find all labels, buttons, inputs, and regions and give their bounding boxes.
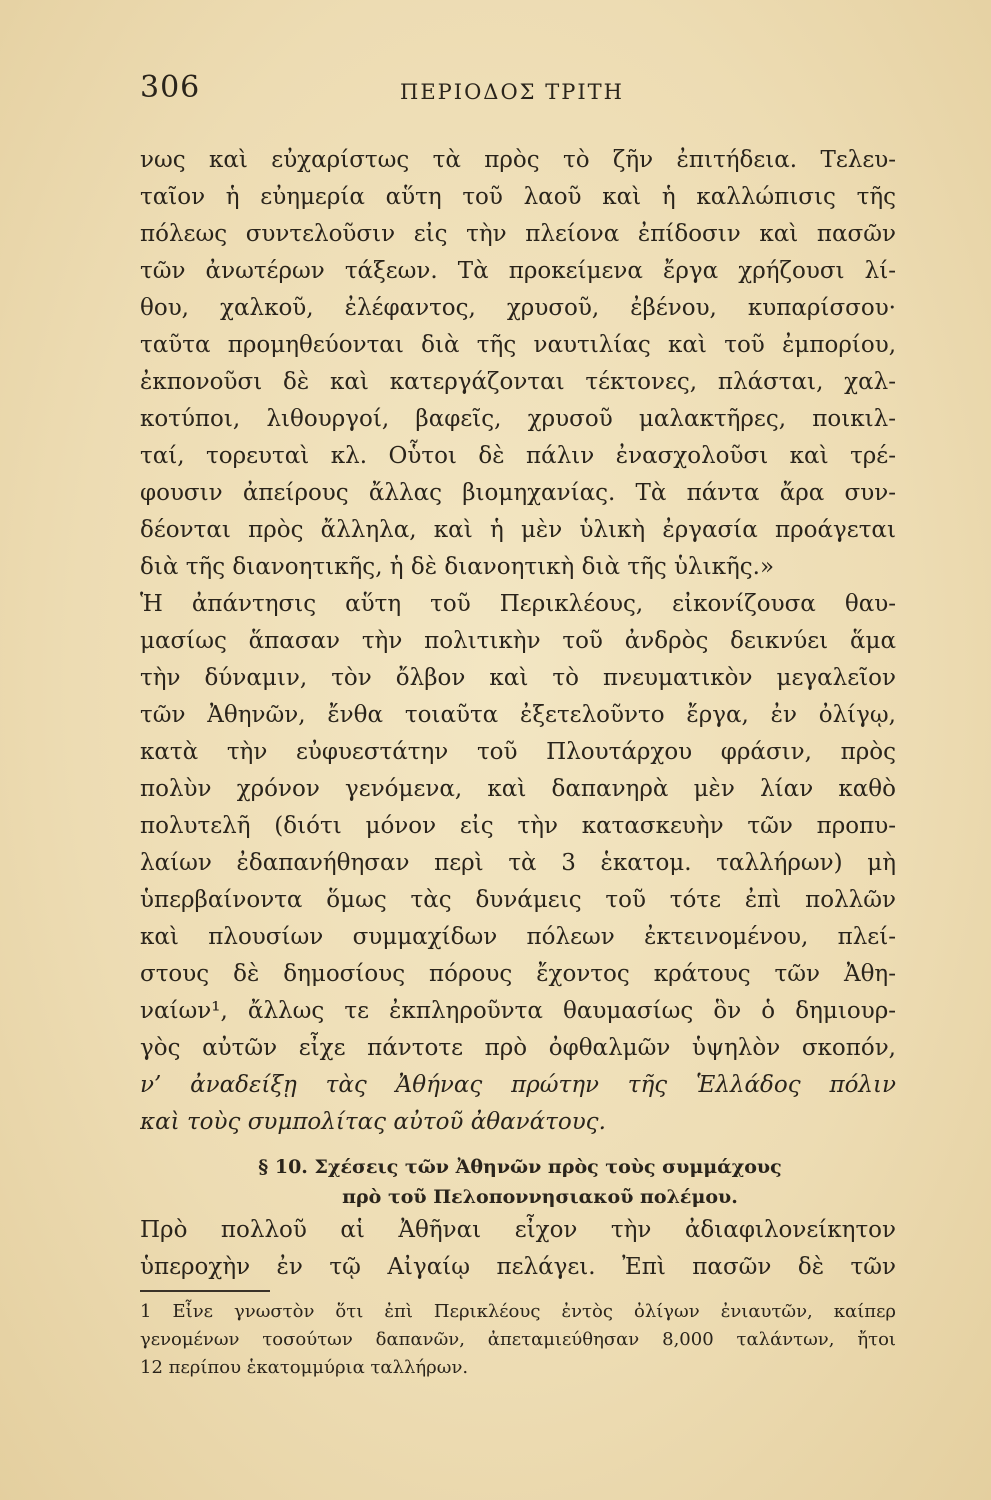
text-line: νως καὶ εὐχαρίστως τὰ πρὸς τὸ ζῆν ἐπιτήδεια. Τελευ- [140,147,896,173]
text-line: ὑπεροχὴν ἐν τῷ Αἰγαίῳ πελάγει. Ἐπὶ πασῶν δὲ τῶν [140,1254,896,1280]
section-heading-line: πρὸ τοῦ Πελοποννησιακοῦ πολέμου. [342,1186,738,1208]
text-line: φουσιν ἀπείρους ἄλλας βιομηχανίας. Τὰ πάντα ἄρα συν- [140,480,896,506]
text-line: ταῦτα προμηθεύονται διὰ τῆς ναυτιλίας καὶ τοῦ ἐμπορίου, [140,332,896,358]
text-line: διὰ τῆς διανοητικῆς, ἡ δὲ διανοητικὴ διὰ τῆς ὑλικῆς.» [140,554,775,580]
text-line: γὸς αὐτῶν εἶχε πάντοτε πρὸ ὀφθαλμῶν ὑψηλὸν σκοπόν, [140,1035,896,1061]
section-heading-line: § 10. Σχέσεις τῶν Ἀθηνῶν πρὸς τοὺς συμμάχους [258,1156,782,1178]
text-line: ὑπερβαίνοντα ὅμως τὰς δυνάμεις τοῦ τότε ἐπὶ πολλῶν [140,887,896,913]
text-line: κοτύποι, λιθουργοί, βαφεῖς, χρυσοῦ μαλακτῆρες, ποικιλ- [140,406,896,432]
text-line: πολυτελῆ (διότι μόνον εἰς τὴν κατασκευὴν τῶν προπυ- [140,813,896,839]
text-line: ἐκπονοῦσι δὲ καὶ κατεργάζονται τέκτονες, πλάσται, χαλ- [140,369,896,395]
text-line: μασίως ἅπασαν τὴν πολιτικὴν τοῦ ἀνδρὸς δεικνύει ἅμα [140,628,896,654]
text-line: ταί, τορευταὶ κλ. Οὗτοι δὲ πάλιν ἐνασχολοῦσι καὶ τρέ- [140,443,896,469]
text-line: ναίων¹, ἄλλως τε ἐκπληροῦντα θαυμασίως ὃν ὁ δημιουρ- [140,998,896,1024]
text-line: Πρὸ πολλοῦ αἱ Ἀθῆναι εἶχον τὴν ἀδιαφιλονείκητον [140,1217,896,1243]
footnote [140,1298,896,1382]
text-line: καὶ τοὺς συμπολίτας αὐτοῦ ἀθανάτους. [140,1109,606,1135]
text-line: κατὰ τὴν εὐφυεστάτην τοῦ Πλουτάρχου φράσιν, πρὸς [140,739,896,765]
text-line: Ἡ ἀπάντησις αὕτη τοῦ Περικλέους, εἰκονίζουσα θαυ- [140,591,896,617]
text-line: δέονται πρὸς ἄλληλα, καὶ ἡ μὲν ὑλικὴ ἐργασία προάγεται [140,517,896,543]
footnote-line: γενομένων τοσούτων δαπανῶν, ἀπεταμιεύθησαν 8,000 ταλάντων, ἤτοι [140,1329,896,1350]
text-line: πόλεως συντελοῦσιν εἰς τὴν πλείονα ἐπίδοσιν καὶ πασῶν [140,221,896,247]
footnote-line: 1 Εἶνε γνωστὸν ὅτι ἐπὶ Περικλέους ἐντὸς ὀλίγων ἐνιαυτῶν, καίπερ [140,1301,896,1322]
text-line: πολὺν χρόνον γενόμενα, καὶ δαπανηρὰ μὲν λίαν καθὸ [140,776,896,802]
text-line: ν’ ἀναδείξῃ τὰς Ἀθήνας πρώτην τῆς Ἑλλάδος πόλιν [140,1072,896,1098]
text-line: στους δὲ δημοσίους πόρους ἔχοντος κράτους τῶν Ἀθη- [140,961,896,987]
text-line: τὴν δύναμιν, τὸν ὄλβον καὶ τὸ πνευματικὸν μεγαλεῖον [140,665,896,691]
footnote-rule [140,1290,270,1292]
footnote-line: 12 περίπου ἑκατομμύρια ταλλήρων. [140,1357,469,1378]
main-text [140,142,896,1141]
text-line: καὶ πλουσίων συμμαχίδων πόλεων ἐκτεινομένου, πλεί- [140,924,896,950]
running-head: ΠΕΡΙΟΔΟΣ ΤΡΙΤΗ [400,80,624,104]
text-line: τῶν Ἀθηνῶν, ἔνθα τοιαῦτα ἐξετελοῦντο ἔργα, ἐν ὀλίγῳ, [140,702,896,728]
text-line: θου, χαλκοῦ, ἐλέφαντος, χρυσοῦ, ἐβένου, κυπαρίσσου· [140,295,896,321]
text-line: ταῖον ἡ εὐημερία αὕτη τοῦ λαοῦ καὶ ἡ καλλώπισις τῆς [140,184,896,210]
text-line: τῶν ἀνωτέρων τάξεων. Τὰ προκείμενα ἔργα χρήζουσι λί- [140,258,896,284]
page-number: 306 [140,70,201,105]
section-heading [180,1152,860,1212]
section-text [140,1212,896,1286]
page-header [140,70,900,120]
text-line: λαίων ἐδαπανήθησαν περὶ τὰ 3 ἑκατομ. ταλλήρων) μὴ [140,850,896,876]
